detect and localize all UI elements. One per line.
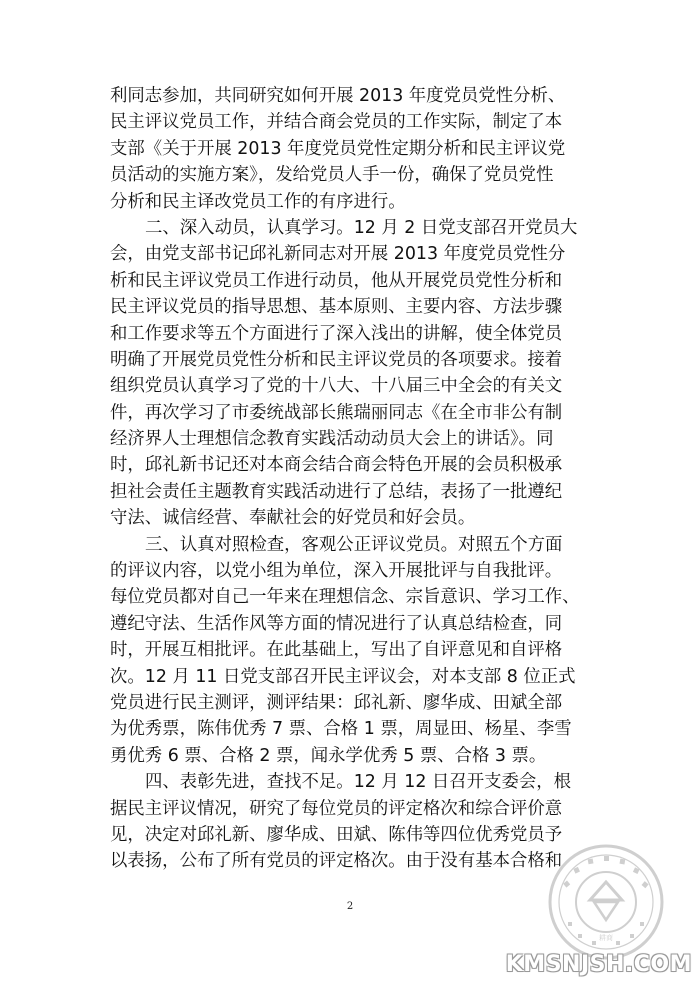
text-line: 见，决定对邱礼新、廖华成、田斌、陈伟等四位优秀党员予	[110, 824, 563, 845]
document-body	[110, 83, 610, 875]
text-line: 支部《关于开展 2013 年度党员党性定期分析和民主评议党	[110, 138, 566, 159]
text-line: 和工作要求等五个方面进行了深入浅出的讲解，使全体党员	[110, 323, 563, 344]
text-line: 每位党员都对自己一年来在理想信念、宗旨意识、学习工作、	[110, 587, 580, 608]
text-line: 经济界人士理想信念教育实践活动动员大会上的讲话》。同	[110, 429, 554, 450]
text-line: 三、认真对照检查，客观公正评议党员。对照五个方面	[145, 534, 563, 555]
text-line: 担社会责任主题教育实践活动进行了总结，表扬了一批遵纪	[110, 481, 563, 502]
text-line: 勇优秀 6 票、合格 2 票，闻永学优秀 5 票、合格 3 票。	[110, 745, 547, 766]
text-line: 件，再次学习了市委统战部长熊瑞丽同志《在全市非公有制	[110, 402, 563, 423]
site-watermark: KMSNJSH.COM	[505, 952, 692, 977]
text-line: 时，开展互相批评。在此基础上，写出了自评意见和自评格	[110, 640, 563, 661]
seal-center-text: 耕商	[599, 934, 613, 942]
text-line: 党员进行民主测评，测评结果：邱礼新、廖华成、田斌全部	[110, 692, 563, 713]
text-line: 守法、诚信经营、奉献社会的好党员和好会员。	[110, 508, 476, 529]
text-line: 明确了开展党员党性分析和民主评议党员的各项要求。接着	[110, 349, 563, 370]
text-line: 会，由党支部书记邱礼新同志对开展 2013 年度党员党性分	[110, 244, 566, 265]
text-line: 次。12 月 11 日党支部召开民主评议会，对本支部 8 位正式	[110, 666, 576, 687]
text-line: 析和民主评议党员工作进行动员，他从开展党员党性分析和	[110, 270, 563, 291]
text-line: 遵纪守法、生活作风等方面的情况进行了认真总结检查，同	[110, 613, 563, 634]
text-line: 时，邱礼新书记还对本商会结合商会特色开展的会员积极承	[110, 455, 563, 476]
text-line: 组织党员认真学习了党的十八大、十八届三中全会的有关文	[110, 376, 563, 397]
text-line: 利同志参加，共同研究如何开展 2013 年度党员党性分析、	[110, 86, 566, 106]
text-line: 为优秀票，陈伟优秀 7 票、合格 1 票，周显田、杨星、李雪	[110, 719, 572, 740]
text-line: 员活动的实施方案》，发给党员人手一份，确保了党员党性	[110, 165, 554, 186]
text-line: 二、深入动员，认真学习。12 月 2 日党支部召开党员大	[145, 217, 578, 238]
text-line: 以表扬，公布了所有党员的评定格次。由于没有基本合格和	[110, 851, 563, 872]
text-line: 民主评议党员的指导思想、基本原则、主要内容、方法步骤	[110, 297, 563, 318]
text-line: 分析和民主译改党员工作的有序进行。	[110, 191, 406, 212]
page-number: 2	[346, 901, 354, 912]
text-line: 的评议内容，以党小组为单位，深入开展批评与自我批评。	[110, 561, 563, 582]
text-line: 四、表彰先进，查找不足。12 月 12 日召开支委会，根	[145, 772, 572, 793]
text-line: 据民主评议情况，研究了每位党员的评定格次和综合评价意	[110, 798, 563, 819]
chamber-seal-icon	[546, 842, 666, 962]
text-line: 民主评议党员工作，并结合商会党员的工作实际，制定了本	[110, 112, 563, 133]
